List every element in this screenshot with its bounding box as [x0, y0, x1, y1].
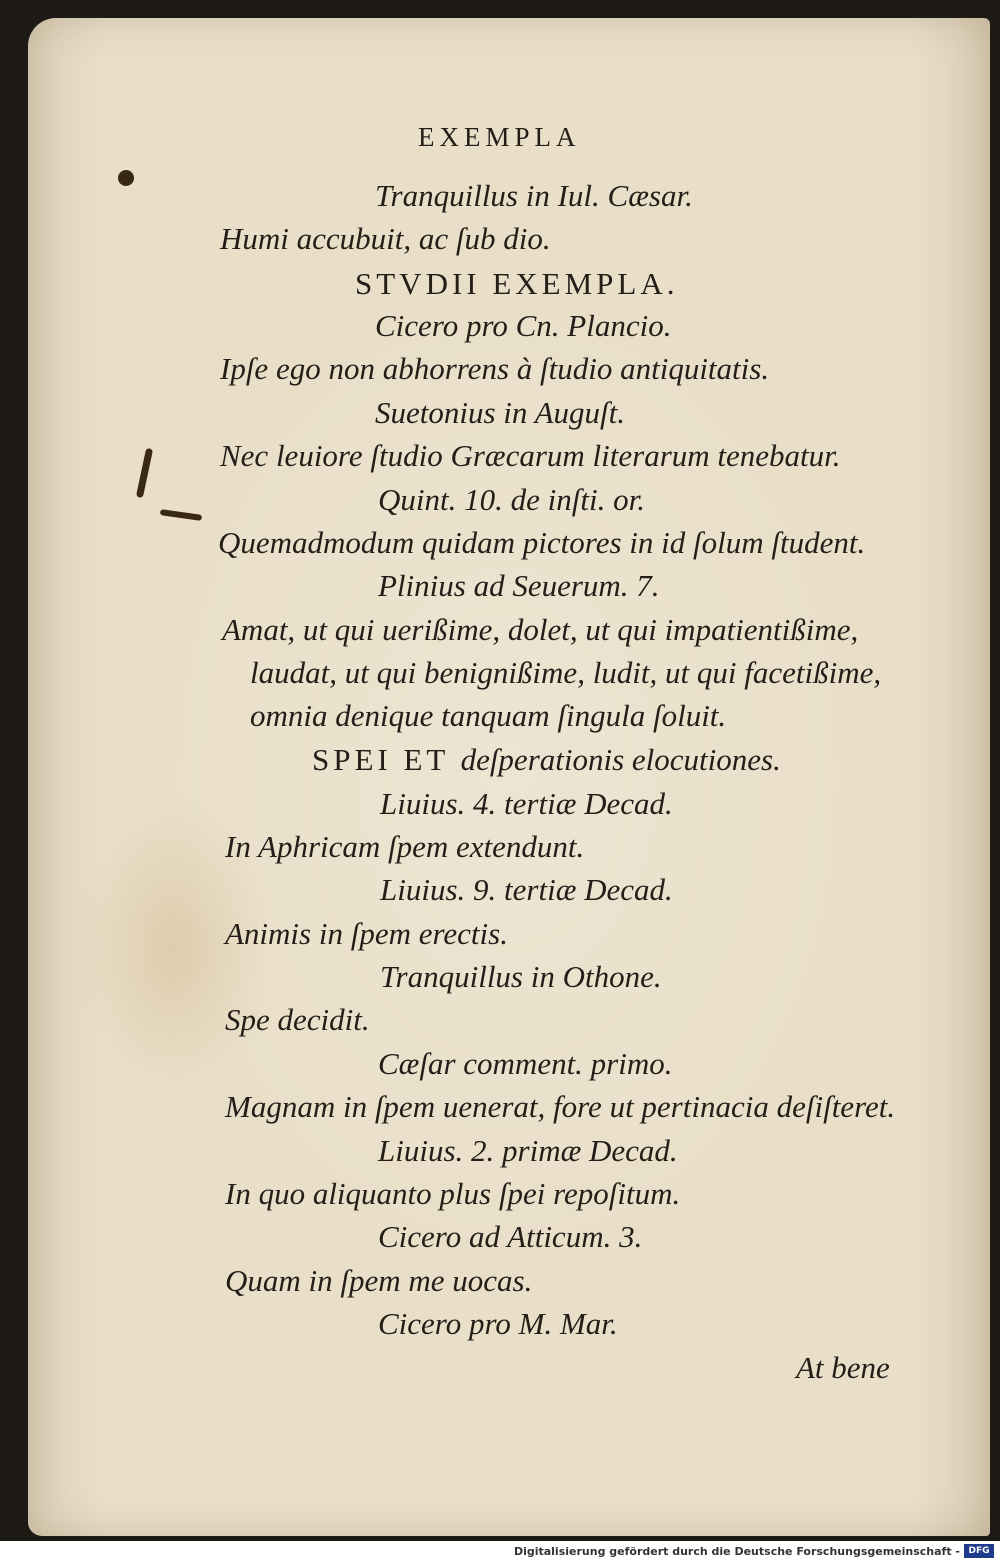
- text-line: Magnam in ſpem uenerat, fore ut pertinacia deſiſteret.: [225, 1089, 896, 1124]
- text-line: In quo aliquanto plus ſpei repoſitum.: [225, 1176, 681, 1211]
- text-line: Cicero pro Cn. Plancio.: [375, 308, 672, 343]
- text-line: Tranquillus in Iul. Cæsar.: [375, 178, 693, 213]
- text-line: Humi accubuit, ac ſub dio.: [220, 221, 551, 256]
- text-line: Liuius. 9. tertiæ Decad.: [380, 872, 673, 907]
- section-heading: STVDII EXEMPLA.: [355, 266, 679, 301]
- text-line: Quemadmodum quidam pictores in id ſolum ſtudent.: [218, 525, 866, 560]
- section-heading-italic: deſperationis elocutiones.: [460, 742, 781, 777]
- text-line: Nec leuiore ſtudio Græcarum literarum tenebatur.: [220, 438, 841, 473]
- dfg-logo: DFG: [964, 1544, 994, 1558]
- text-line: Plinius ad Seuerum. 7.: [378, 568, 660, 603]
- text-line: Tranquillus in Othone.: [380, 959, 662, 994]
- text-line: Cicero pro M. Mar.: [378, 1306, 618, 1341]
- catchword: At bene: [796, 1350, 890, 1385]
- page-header: EXEMPLA: [418, 122, 581, 152]
- text-line: Amat, ut qui uerißime, dolet, ut qui impatientißime,: [222, 612, 859, 647]
- text-line: Suetonius in Auguſt.: [375, 395, 626, 430]
- text-line: Cæſar comment. primo.: [378, 1046, 673, 1081]
- text-line: Spe decidit.: [225, 1002, 370, 1037]
- section-heading: [312, 744, 781, 775]
- text-line: Ipſe ego non abhorrens à ſtudio antiquitatis.: [220, 351, 770, 386]
- digitization-footer: [0, 1541, 1000, 1561]
- text-line: In Aphricam ſpem extendunt.: [225, 829, 585, 864]
- section-heading-caps: SPEI ET: [312, 742, 449, 777]
- text-line: Animis in ſpem erectis.: [225, 916, 508, 951]
- text-line: Liuius. 2. primæ Decad.: [378, 1133, 678, 1168]
- ink-dot: [118, 170, 134, 186]
- footer-credit: Digitalisierung gefördert durch die Deutsche Forschungsgemeinschaft -: [513, 1545, 960, 1558]
- text-line: omnia denique tanquam ſingula ſoluit.: [250, 698, 727, 733]
- text-line: Quam in ſpem me uocas.: [225, 1263, 533, 1298]
- text-line: Cicero ad Atticum. 3.: [378, 1219, 643, 1254]
- text-line: laudat, ut qui benignißime, ludit, ut qui facetißime,: [250, 655, 882, 690]
- text-line: Liuius. 4. tertiæ Decad.: [380, 786, 673, 821]
- text-line: Quint. 10. de inſti. or.: [378, 482, 645, 517]
